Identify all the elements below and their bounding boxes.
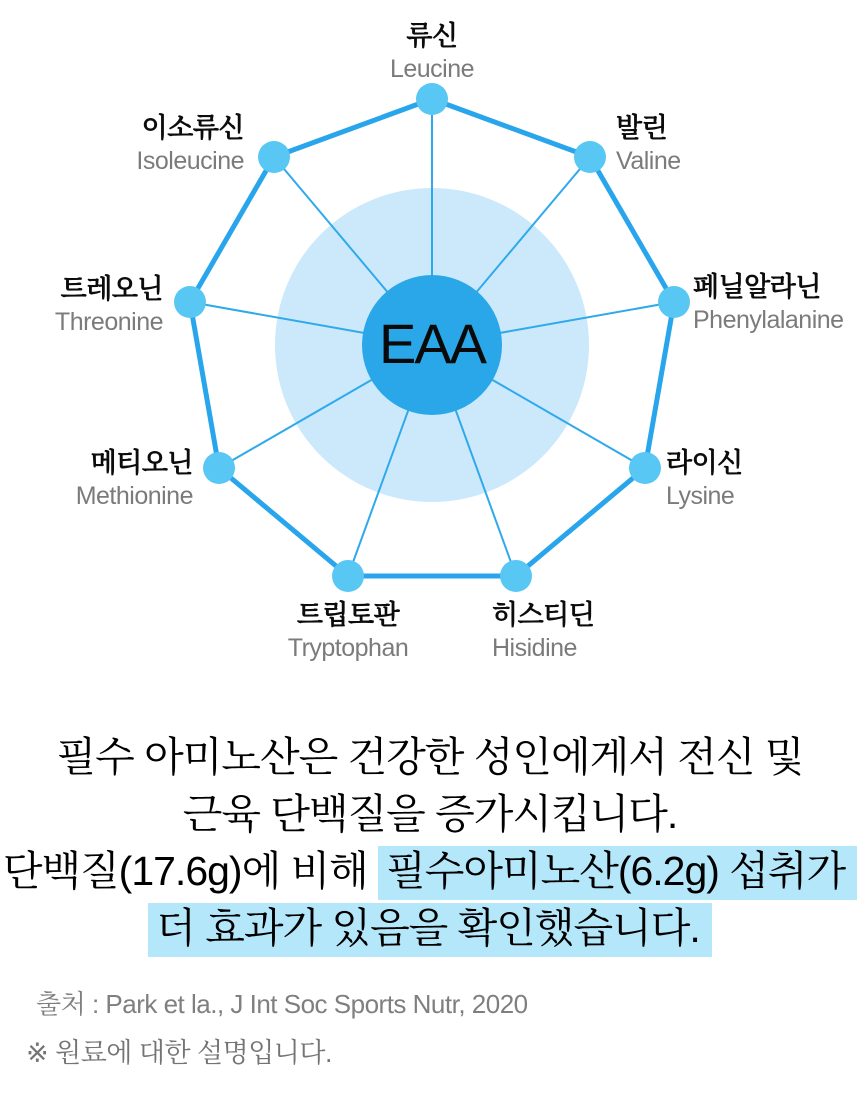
- node-circle-threonine: [174, 286, 206, 318]
- node-label-kr: 트립토판: [296, 600, 400, 630]
- node-label-en: Leucine: [389, 55, 475, 83]
- node-label-threonine: [55, 273, 163, 338]
- description-line-3: [0, 843, 860, 900]
- node-circle-tryptophan: [332, 560, 364, 592]
- description-line-3-plain: 단백질(17.6g)에 비해: [2, 848, 379, 894]
- node-label-tryptophan: [288, 599, 409, 664]
- node-circle-valine: [574, 141, 606, 173]
- node-label-phenylalanine: [693, 271, 844, 336]
- node-circle-histidine: [500, 560, 532, 592]
- node-label-en: Phenylalanine: [693, 306, 844, 334]
- node-label-en: Lysine: [666, 482, 735, 510]
- description-line-2: 근육 단백질을 증가시킵니다.: [182, 791, 678, 837]
- node-circle-leucine: [416, 83, 448, 115]
- source-citation: 출처 : Park et la., J Int Soc Sports Nutr, 2020: [36, 989, 528, 1019]
- description-line-4: [0, 900, 860, 957]
- ingredient-note: ※ 원료에 대한 설명입니다.: [26, 1038, 332, 1068]
- node-label-kr: 메티오닌: [90, 448, 193, 478]
- node-label-leucine: [390, 20, 474, 85]
- node-circle-methionine: [203, 452, 235, 484]
- node-label-lysine: [666, 447, 743, 512]
- description-line-4-highlight: 더 효과가 있음을 확인했습니다.: [148, 903, 711, 957]
- node-label-kr: 히스티딘: [492, 600, 595, 630]
- node-circle-phenylalanine: [658, 286, 690, 318]
- description-line-1: 필수 아미노산은 건강한 성인에게서 전신 및: [56, 734, 804, 780]
- node-label-kr: 트레오닌: [60, 274, 163, 304]
- node-label-methionine: [76, 447, 193, 512]
- description-line-3-highlight: 필수아미노산(6.2g) 섭취가: [378, 846, 857, 900]
- node-label-kr: 라이신: [666, 448, 743, 478]
- node-label-valine: [616, 112, 681, 177]
- center-label-eaa: EAA: [378, 312, 486, 376]
- node-label-kr: 류신: [406, 21, 458, 51]
- node-label-kr: 이소류신: [141, 113, 244, 143]
- node-label-en: Methionine: [75, 482, 193, 510]
- node-circle-isoleucine: [258, 141, 290, 173]
- node-label-kr: 발린: [616, 113, 668, 143]
- node-label-kr: 페닐알라닌: [693, 272, 821, 302]
- node-label-histidine: [492, 599, 594, 664]
- node-label-isoleucine: [136, 112, 244, 177]
- node-label-en: Threonine: [54, 308, 163, 336]
- node-label-en: Isoleucine: [136, 147, 244, 175]
- node-label-en: Hisidine: [492, 634, 577, 662]
- node-label-en: Valine: [616, 147, 681, 175]
- description-paragraph: [0, 729, 860, 957]
- node-label-en: Tryptophan: [287, 634, 409, 662]
- node-circle-lysine: [629, 452, 661, 484]
